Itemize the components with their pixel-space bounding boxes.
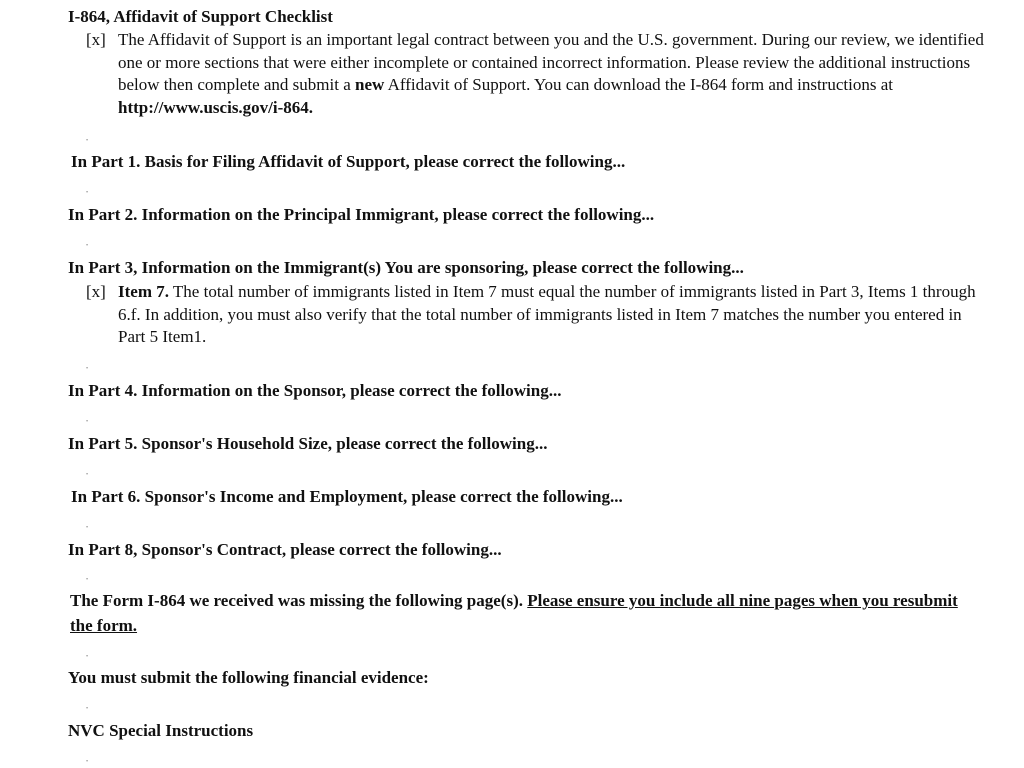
intro-item [86,29,996,121]
part5-heading: In Part 5. Sponsor's Household Size, please correct the following... [68,434,548,453]
section-marker: • [86,138,89,144]
section-marker: • [86,366,89,372]
section-marker: • [86,525,89,531]
part3-heading: In Part 3, Information on the Immigrant(s) You are sponsoring, please correct the following... [68,258,744,277]
section-marker: • [86,472,89,478]
section-marker: • [86,190,89,196]
intro-url-link[interactable]: http://www.uscis.gov/i-864. [118,97,314,117]
intro-text-new: new [355,75,385,94]
part2-heading: In Part 2. Information on the Principal Immigrant, please correct the following... [68,205,655,224]
intro-text [118,29,988,119]
part1-heading: In Part 1. Basis for Filing Affidavit of Support, please correct the following... [71,152,626,171]
intro-checkbox: [x] [86,30,106,49]
section-marker: • [86,654,89,660]
missing-pages-notice [70,588,980,638]
nvc-instructions-heading: NVC Special Instructions [68,721,254,740]
part4-heading: In Part 4. Information on the Sponsor, please correct the following... [68,381,562,400]
intro-text-part1: The Affidavit of Support is an important legal contract between you and the U.S. government. During our review, we identified one or more sections that were either incomplete or contained incorrect information. Please review the additional instructions below then complete and submit a [118,30,984,94]
financial-evidence-heading: You must submit the following financial evidence: [68,668,429,687]
page-title: I-864, Affidavit of Support Checklist [68,7,333,26]
part6-heading: In Part 6. Sponsor's Income and Employment, please correct the following... [71,487,623,506]
intro-text-part2: Affidavit of Support. You can download the I-864 form and instructions at [384,75,893,94]
section-marker: • [86,243,89,249]
section-marker: • [86,577,89,583]
part3-item-body: The total number of immigrants listed in Item 7 must equal the number of immigrants listed in Part 3, Items 1 through 6.f. In addition, you must also verify that the total number of immigrants listed in Item 7 matches the number you entered in Part 5 Item1. [118,282,976,346]
missing-pages-instruction: Please ensure you include all nine pages when you resubmit the form. [70,591,958,635]
section-marker: • [86,706,89,712]
part3-item-checkbox: [x] [86,282,106,301]
missing-pages-lead: The Form I-864 we received was missing the following page(s). [70,591,528,610]
part3-item [86,281,996,351]
section-marker: • [86,419,89,425]
part8-heading: In Part 8, Sponsor's Contract, please correct the following... [68,540,502,559]
part3-item-text [118,281,988,349]
section-marker: • [86,759,89,765]
part3-item-label: Item 7. [118,282,169,301]
